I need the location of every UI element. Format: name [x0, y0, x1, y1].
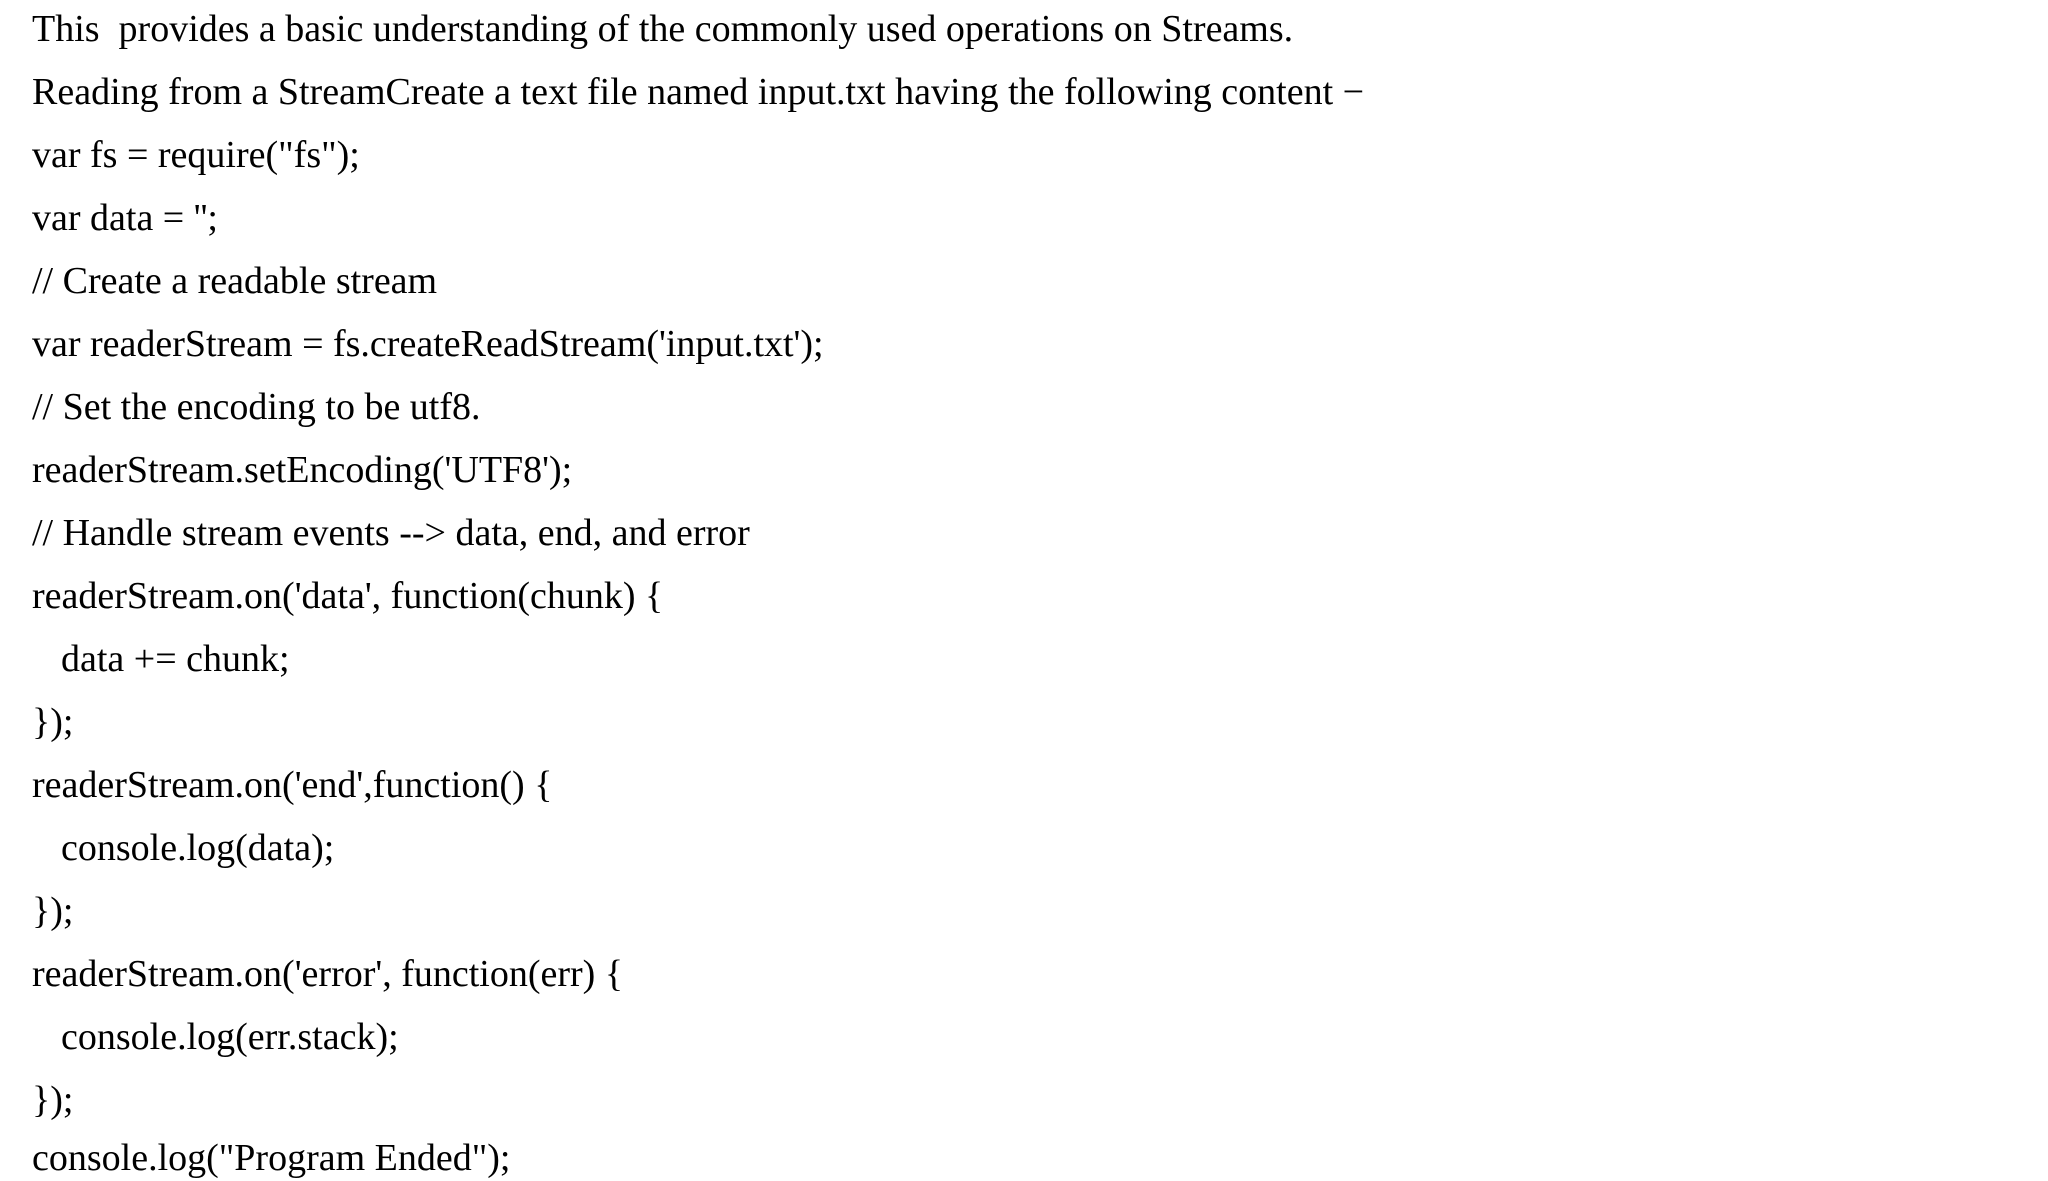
code-line: var fs = require("fs"); — [32, 134, 360, 176]
code-line: readerStream.on('data', function(chunk) { — [32, 575, 664, 617]
code-line: }); — [32, 890, 74, 932]
code-line: var readerStream = fs.createReadStream('input.txt'); — [32, 323, 824, 365]
code-line: readerStream.setEncoding('UTF8'); — [32, 449, 573, 491]
code-line: readerStream.on('end',function() { — [32, 764, 553, 806]
code-comment: // Handle stream events --> data, end, and error — [32, 512, 750, 554]
code-line: data += chunk; — [61, 638, 290, 680]
code-line: console.log(err.stack); — [61, 1016, 399, 1058]
intro-text: This provides a basic understanding of the commonly used operations on Streams. — [32, 8, 1294, 50]
reading-stream-heading: Reading from a StreamCreate a text file named input.txt having the following content − — [32, 71, 1365, 113]
code-line-cut-off: console.log("Program Ended"); — [32, 1137, 511, 1179]
code-line: readerStream.on('error', function(err) { — [32, 953, 624, 995]
code-line: }); — [32, 701, 74, 743]
code-line: }); — [32, 1079, 74, 1121]
code-comment: // Set the encoding to be utf8. — [32, 386, 481, 428]
code-line: var data = ''; — [32, 197, 218, 239]
code-line: console.log(data); — [61, 827, 335, 869]
code-comment: // Create a readable stream — [32, 260, 438, 302]
